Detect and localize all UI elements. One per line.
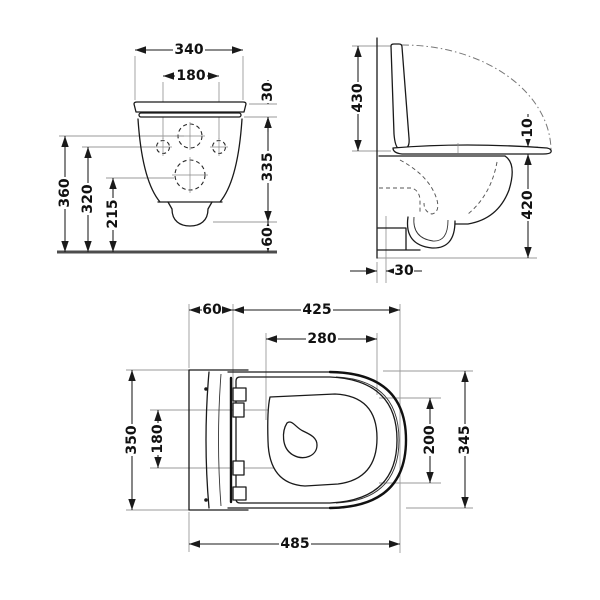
dim-side-wall-offset: 30 (394, 263, 414, 279)
dim-front-height-360: 360 (57, 178, 73, 208)
side-seat-profile (393, 145, 551, 154)
side-view (350, 38, 551, 283)
front-mounting-holes (154, 122, 228, 193)
front-lid (134, 102, 246, 112)
front-seat-edge (139, 113, 241, 117)
dim-side-body-height: 420 (520, 190, 536, 220)
top-hinge-blocks (233, 388, 246, 500)
dim-front-height-320: 320 (80, 184, 96, 214)
front-outlet (168, 202, 212, 226)
dim-side-lid-height: 430 (350, 83, 366, 113)
dim-top-hinge-spacing: 180 (150, 424, 166, 454)
side-dimensions (350, 46, 536, 279)
dim-front-hole-spacing: 180 (176, 68, 206, 84)
dim-front-outlet-to-floor: 60 (260, 227, 276, 247)
dim-top-opening-length: 280 (307, 331, 337, 347)
dim-front-height-215: 215 (105, 199, 121, 229)
side-lid-open (391, 44, 409, 149)
side-extension-lines (352, 46, 538, 283)
dim-top-rear-depth: 60 (202, 302, 222, 318)
dim-top-opening-width: 200 (422, 425, 438, 455)
dim-front-seat-thickness: 30 (260, 82, 276, 102)
dim-front-overall-width: 340 (174, 42, 204, 58)
top-toilet-body (189, 370, 406, 510)
front-view (57, 42, 277, 252)
hidden-trap-lines (400, 160, 438, 214)
top-view (124, 302, 473, 553)
dim-side-seat-thickness: 10 (520, 118, 536, 138)
dim-top-bowl-width: 345 (457, 425, 473, 455)
dim-front-body-height: 335 (260, 152, 276, 182)
dim-top-rear-width: 350 (124, 425, 140, 455)
dim-top-overall-depth: 485 (280, 536, 310, 552)
dim-top-front-depth: 425 (302, 302, 332, 318)
side-bowl (378, 156, 512, 250)
